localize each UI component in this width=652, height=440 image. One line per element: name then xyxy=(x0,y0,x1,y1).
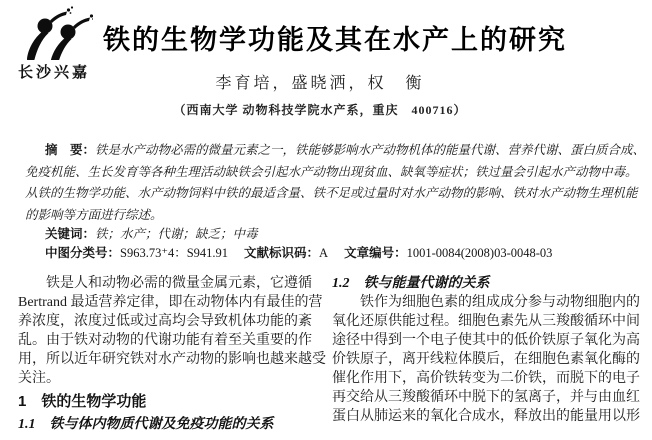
section-heading-1-1: 1.1 铁与体内物质代谢及免疫功能的关系 xyxy=(18,417,274,432)
abstract-line-1 xyxy=(25,140,646,162)
body-line: 氧化还原供能过程。细胞色素先从三羧酸循环中间 xyxy=(332,314,640,329)
section-heading-1-2: 1.2 铁与能量代谢的关系 xyxy=(332,276,490,291)
body-line: Bertrand 最适营养定律，即在动物体内有最佳的营 xyxy=(18,295,323,310)
abstract-label: 摘 要： xyxy=(45,143,96,157)
body-column-right xyxy=(332,274,644,426)
body-line: 价铁原子，离开线粒体膜后，在细胞色素氧化酶的 xyxy=(332,352,640,367)
publisher-name: 长沙兴嘉 xyxy=(17,64,90,81)
body-line: 关注。 xyxy=(18,371,60,386)
abstract-line-2: 免疫机能、生长发育等各种生理活动缺铁会引起水产动物出现贫血、缺氧等症状；铁过量会引起水产动物中毒。 xyxy=(25,164,638,179)
body-line: 铁是人和动物必需的微量金属元素，它遵循 xyxy=(46,276,312,291)
body-column-left xyxy=(18,274,324,434)
body-line: 蛋白从肺运来的氧化合成水，释放出的能量用以形 xyxy=(332,409,640,424)
affiliation-line: （西南大学 动物科技学院水产系，重庆 400716） xyxy=(173,103,467,117)
keywords-text: 铁；水产；代谢；缺乏；中毒 xyxy=(95,227,258,241)
body-line: 铁作为细胞色素的组成成分参与动物细胞内的 xyxy=(360,295,640,310)
body-line: 养浓度，浓度过低或过高均会导致机体功能的紊 xyxy=(18,314,312,329)
double-comma-ink-brush-icon xyxy=(15,2,93,60)
body-line: 乱。由于铁对动物的代谢功能有着至关重要的作 xyxy=(18,333,312,348)
article-id-label: 文章编号： xyxy=(344,246,407,260)
doc-code-value: A xyxy=(319,246,329,260)
page-title: 铁的生物学功能及其在水产上的研究 xyxy=(103,25,567,55)
clc-value: S963.73⁺4：S941.91 xyxy=(120,246,229,260)
meta-line xyxy=(45,243,635,261)
section-heading-1: 1 铁的生物学功能 xyxy=(18,393,147,410)
doc-code-label: 文献标识码： xyxy=(244,246,320,260)
article-id-value: 1001-0084(2008)03-0048-03 xyxy=(406,246,553,260)
clc-label: 中图分类号： xyxy=(45,246,121,260)
abstract-block xyxy=(25,140,646,226)
body-line: 用，所以近年研究铁对水产动物的影响也越来越受 xyxy=(18,352,326,367)
keywords-label: 关键词： xyxy=(45,227,96,241)
body-line: 途径中得到一个电子使其中的低价铁原子氧化为高 xyxy=(332,333,640,348)
abstract-line-4: 的影响等方面进行综述。 xyxy=(25,207,163,222)
abstract-text-1: 铁是水产动物必需的微量元素之一，铁能够影响水产动物机体的能量代谢、营养代谢、蛋白质合成、 xyxy=(95,143,646,157)
authors-line: 李育培，盛晓洒，权 衡 xyxy=(215,75,425,92)
abstract-line-3: 从铁的生物学功能、水产动物饲料中铁的最适含量、铁不足或过量时对水产动物的影响、铁对水产动物生理机能 xyxy=(25,186,638,200)
body-line: 再交给从三羧酸循环中脱下的氢离子，并与由血红 xyxy=(332,390,640,405)
body-line: 催化作用下，高价铁转变为二价铁，而脱下的电子 xyxy=(332,371,640,386)
keywords-line xyxy=(45,224,635,242)
